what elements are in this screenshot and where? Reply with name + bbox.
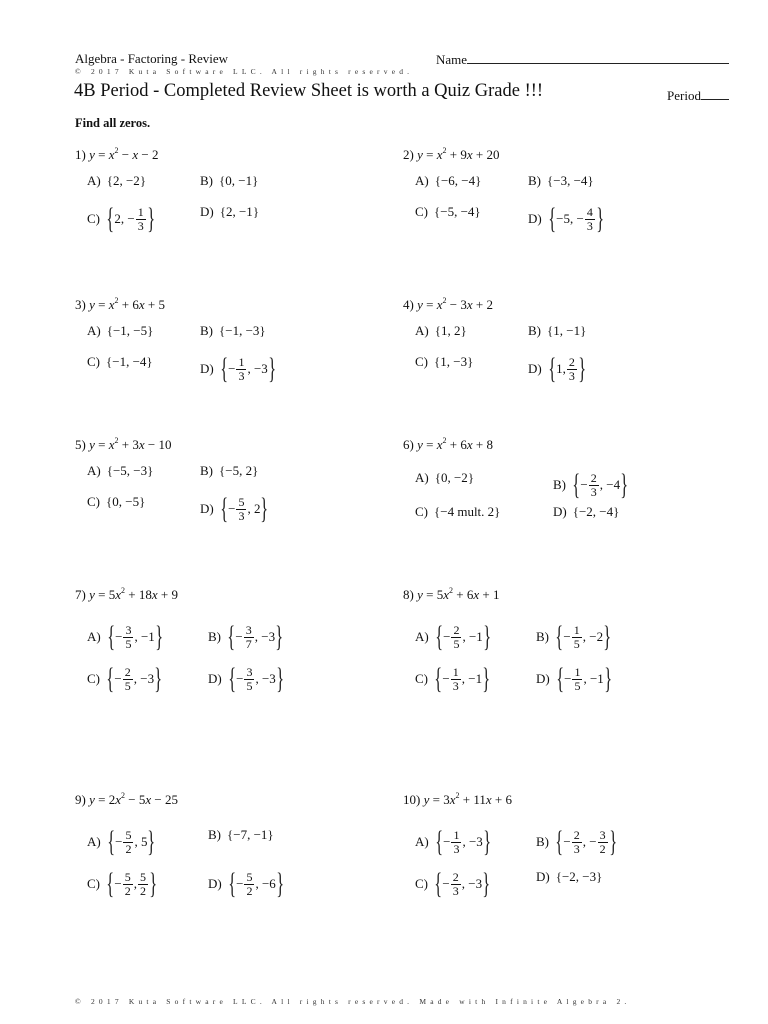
brace-open: {: [547, 352, 556, 385]
answer-choice-a[interactable]: [415, 827, 491, 857]
choice-label: D): [528, 361, 542, 376]
answer-choice-a[interactable]: [415, 173, 481, 189]
answer-choice-d[interactable]: [200, 354, 276, 384]
choice-label: D): [200, 501, 214, 516]
choice-label: A): [87, 834, 101, 849]
choice-answer: { 0, −1 }: [219, 173, 259, 188]
choice-answer: { −4 mult. 2 }: [434, 504, 501, 519]
choice-answer: { − $\frac{1}{3}$ , −3 }: [219, 352, 276, 385]
choice-answer: { − $\frac{3}{5}$ , −3 }: [227, 662, 284, 695]
choice-answer: { − $\frac{5}{2}$ , −6 }: [227, 867, 284, 900]
brace-close: }: [149, 867, 158, 900]
choice-answer: { −5, − $\frac{4}{3}$ }: [547, 202, 604, 235]
fraction: $\frac{1}{5}$: [574, 664, 581, 693]
choice-label: D): [536, 869, 550, 884]
choice-label: A): [415, 834, 429, 849]
problem-question: [403, 587, 499, 603]
brace-close: }: [147, 463, 154, 478]
brace-open: {: [219, 173, 226, 188]
fraction: $\frac{3}{5}$: [125, 622, 132, 651]
brace-open: {: [227, 827, 234, 842]
name-field[interactable]: [436, 51, 729, 68]
fraction: $\frac{5}{2}$: [125, 827, 132, 856]
brace-close: }: [482, 662, 491, 695]
fraction: $\frac{2}{3}$: [573, 827, 580, 856]
problem-equation: $y = x^2 + 6x + 5$: [89, 296, 165, 312]
choice-answer: { − $\frac{1}{5}$ , −2 }: [555, 620, 612, 653]
fraction: $\frac{2}{3}$: [452, 869, 459, 898]
choice-label: C): [87, 494, 100, 509]
answer-choice-b[interactable]: [536, 827, 617, 857]
brace-close: }: [252, 204, 260, 219]
brace-open: {: [106, 867, 115, 900]
brace-close: }: [139, 173, 147, 188]
brace-open: {: [106, 463, 113, 478]
brace-open: {: [572, 468, 581, 501]
choice-label: C): [415, 354, 428, 369]
brace-open: {: [106, 662, 115, 695]
fraction: $\frac{1}{3}$: [453, 827, 460, 856]
choice-label: B): [536, 834, 549, 849]
choice-answer: { − $\frac{3}{7}$ , −3 }: [227, 620, 284, 653]
brace-close: }: [494, 504, 501, 519]
fraction: $\frac{3}{5}$: [246, 664, 253, 693]
brace-open: {: [219, 463, 226, 478]
choice-label: D): [200, 361, 214, 376]
problem-equation: $y = x^2 + 6x + 8$: [417, 436, 493, 452]
fraction: $\frac{2}{5}$: [453, 622, 460, 651]
answer-choice-b[interactable]: [200, 173, 258, 189]
choice-label: C): [87, 671, 100, 686]
choice-label: C): [87, 876, 100, 891]
name-label: Name: [436, 52, 468, 67]
answer-choice-b[interactable]: [200, 463, 258, 479]
choice-label: B): [200, 173, 213, 188]
answer-choice-c[interactable]: [415, 504, 500, 520]
brace-open: {: [555, 825, 564, 858]
choice-answer: { − $\frac{2}{3}$ , − $\frac{3}{2}$ }: [555, 825, 617, 858]
problem-number: 2): [403, 147, 418, 162]
choice-label: C): [415, 204, 428, 219]
brace-close: }: [268, 352, 276, 385]
choice-label: B): [208, 629, 221, 644]
brace-close: }: [474, 204, 481, 219]
choice-answer: { −1, −3 }: [219, 323, 266, 338]
problem-question: [403, 792, 512, 808]
brace-open: {: [572, 504, 579, 519]
choice-answer: { − $\frac{5}{2}$ , 5 }: [106, 825, 156, 858]
answer-choice-c[interactable]: [87, 494, 145, 510]
answer-choice-d[interactable]: [208, 664, 284, 694]
brace-open: {: [227, 662, 236, 695]
brace-close: }: [252, 463, 259, 478]
answer-choice-b[interactable]: [528, 323, 586, 339]
problem-question: [75, 437, 171, 453]
answer-choice-d[interactable]: [536, 664, 612, 694]
choice-answer: { 1, −3 }: [434, 354, 474, 369]
answer-choice-c[interactable]: [87, 354, 153, 370]
copyright-top: © 2017 Kuta Software LLC. All rights reserved.: [75, 67, 414, 76]
name-blank-line: [467, 51, 729, 64]
choice-label: A): [415, 629, 429, 644]
choice-label: C): [415, 876, 428, 891]
problem-number: 9): [75, 792, 90, 807]
choice-answer: { − $\frac{1}{5}$ , −1 }: [555, 662, 612, 695]
brace-close: }: [146, 202, 155, 235]
problem-number: 10): [403, 792, 424, 807]
brace-close: }: [483, 620, 491, 653]
brace-open: {: [434, 825, 443, 858]
fraction: $\frac{1}{3}$: [137, 204, 144, 233]
brace-open: {: [434, 204, 441, 219]
choice-label: D): [208, 876, 222, 891]
brace-open: {: [434, 323, 441, 338]
choice-answer: { −5, −3 }: [106, 463, 154, 478]
brace-close: }: [596, 869, 603, 884]
brace-close: }: [276, 867, 284, 900]
brace-close: }: [275, 620, 284, 653]
brace-open: {: [106, 202, 115, 235]
brace-open: {: [547, 323, 554, 338]
brace-close: }: [620, 468, 629, 501]
brace-close: }: [147, 825, 156, 858]
brace-open: {: [219, 323, 226, 338]
problem-question: [75, 297, 165, 313]
fraction: $\frac{3}{7}$: [245, 622, 252, 651]
choice-answer: { −3, −4 }: [547, 173, 594, 188]
brace-close: }: [578, 352, 587, 385]
page-title: 4B Period - Completed Review Sheet is worth a Quiz Grade !!!: [74, 81, 544, 101]
choice-answer: { 1, $\frac{2}{3}$ }: [547, 352, 587, 385]
brace-close: }: [604, 662, 612, 695]
brace-close: }: [482, 867, 491, 900]
fraction: $\frac{2}{3}$: [590, 470, 597, 499]
brace-close: }: [467, 354, 474, 369]
choice-answer: { −5, −4 }: [434, 204, 481, 219]
brace-open: {: [106, 620, 115, 653]
choice-label: C): [415, 671, 428, 686]
brace-open: {: [219, 352, 228, 385]
brace-close: }: [596, 202, 604, 235]
answer-choice-d[interactable]: [200, 204, 259, 220]
worksheet-title: Algebra - Factoring - Review: [75, 51, 229, 66]
choice-label: B): [528, 173, 541, 188]
brace-close: }: [154, 662, 163, 695]
choice-answer: { 2, − $\frac{1}{3}$ }: [106, 202, 155, 235]
choice-label: D): [200, 204, 214, 219]
brace-close: }: [260, 492, 269, 525]
problem-equation: $y = 5x^2 + 6x + 1$: [417, 586, 500, 602]
choice-answer: { −1, −5 }: [106, 323, 154, 338]
problem-question: [75, 587, 178, 603]
choice-answer: { 1, −1 }: [547, 323, 587, 338]
brace-open: {: [227, 867, 236, 900]
answer-choice-a[interactable]: [87, 622, 163, 652]
choice-answer: { 2, −2 }: [106, 173, 147, 188]
choice-answer: { −6, −4 }: [434, 173, 482, 188]
fraction: $\frac{5}{2}$: [140, 869, 146, 898]
choice-answer: { − $\frac{1}{3}$ , −3 }: [434, 825, 491, 858]
choice-answer: { −2, −3 }: [555, 869, 603, 884]
brace-open: {: [219, 492, 228, 525]
answer-choice-c[interactable]: [87, 869, 157, 899]
choice-label: A): [87, 629, 101, 644]
problem-equation: $y = x^2 + 3x - 10$: [89, 436, 172, 452]
fraction: $\frac{1}{5}$: [573, 622, 580, 651]
brace-open: {: [434, 354, 441, 369]
answer-choice-d[interactable]: [536, 869, 602, 885]
problem-question: [75, 147, 158, 163]
problem-number: 1): [75, 147, 90, 162]
fraction: $\frac{3}{2}$: [599, 827, 606, 856]
brace-close: }: [587, 173, 594, 188]
brace-close: }: [580, 323, 587, 338]
fraction: $\frac{2}{3}$: [568, 354, 575, 383]
problem-number: 4): [403, 297, 418, 312]
answer-choice-b[interactable]: [536, 622, 612, 652]
brace-close: }: [483, 825, 491, 858]
choice-answer: { − $\frac{2}{3}$ , −3 }: [434, 867, 491, 900]
brace-close: }: [267, 827, 274, 842]
problem-question: [75, 792, 178, 808]
choice-answer: { 0, −2 }: [434, 470, 475, 485]
choice-answer: { −1, −4 }: [106, 354, 153, 369]
period-field[interactable]: [667, 87, 729, 104]
brace-open: {: [219, 204, 226, 219]
answer-choice-b[interactable]: [553, 470, 629, 500]
choice-label: B): [200, 323, 213, 338]
choice-label: C): [87, 354, 100, 369]
brace-close: }: [139, 494, 146, 509]
answer-choice-b[interactable]: [528, 173, 594, 189]
brace-open: {: [227, 620, 236, 653]
answer-choice-a[interactable]: [87, 827, 156, 857]
answer-choice-c[interactable]: [415, 869, 491, 899]
brace-open: {: [106, 354, 113, 369]
choice-label: B): [553, 477, 566, 492]
fraction: $\frac{1}{3}$: [452, 664, 459, 693]
choice-label: D): [208, 671, 222, 686]
brace-close: }: [603, 620, 612, 653]
answer-choice-a[interactable]: [415, 622, 491, 652]
problem-number: 3): [75, 297, 90, 312]
brace-close: }: [155, 620, 163, 653]
choice-answer: { 0, −5 }: [106, 494, 146, 509]
brace-close: }: [608, 825, 617, 858]
problem-equation: $y = x^2 + 9x + 20$: [417, 146, 500, 162]
choice-label: B): [208, 827, 221, 842]
choice-answer: { − $\frac{1}{3}$ , −1 }: [434, 662, 491, 695]
choice-label: C): [87, 211, 100, 226]
problem-number: 8): [403, 587, 418, 602]
brace-open: {: [434, 173, 441, 188]
choice-label: A): [415, 323, 429, 338]
brace-open: {: [434, 504, 441, 519]
period-blank-line: [701, 87, 729, 100]
copyright-footer: © 2017 Kuta Software LLC. All rights reserved. Made with Infinite Algebra 2.: [75, 997, 631, 1006]
fraction: $\frac{1}{3}$: [238, 354, 245, 383]
problem-equation: $y = x^2 - x - 2$: [89, 146, 159, 162]
fraction: $\frac{5}{2}$: [246, 869, 253, 898]
period-label: Period: [667, 88, 701, 103]
choice-answer: { −2, −4 }: [572, 504, 620, 519]
choice-label: B): [200, 463, 213, 478]
answer-choice-c[interactable]: [87, 664, 163, 694]
problem-equation: $y = x^2 - 3x + 2$: [417, 296, 493, 312]
answer-choice-c[interactable]: [415, 664, 491, 694]
choice-label: B): [536, 629, 549, 644]
brace-close: }: [259, 323, 266, 338]
choice-answer: { −5, 2 }: [219, 463, 259, 478]
answer-choice-a[interactable]: [87, 323, 153, 339]
choice-answer: { 1, 2 }: [434, 323, 467, 338]
choice-answer: { − $\frac{2}{3}$ , −4 }: [572, 468, 629, 501]
brace-close: }: [276, 662, 284, 695]
choice-label: B): [528, 323, 541, 338]
answer-choice-a[interactable]: [415, 323, 467, 339]
brace-close: }: [146, 354, 153, 369]
answer-choice-a[interactable]: [415, 470, 474, 486]
problem-number: 6): [403, 437, 418, 452]
brace-close: }: [475, 173, 482, 188]
answer-choice-a[interactable]: [87, 463, 153, 479]
problem-question: [403, 297, 493, 313]
choice-answer: { − $\frac{3}{5}$ , −1 }: [106, 620, 163, 653]
brace-open: {: [555, 869, 562, 884]
brace-open: {: [555, 662, 564, 695]
answer-choice-c[interactable]: [415, 204, 481, 220]
fraction: $\frac{2}{5}$: [124, 664, 131, 693]
brace-close: }: [613, 504, 620, 519]
brace-close: }: [147, 323, 154, 338]
problem-equation: $y = 5x^2 + 18x + 9$: [89, 586, 178, 602]
answer-choice-d[interactable]: [528, 354, 586, 384]
brace-open: {: [106, 825, 115, 858]
choice-answer: { − $\frac{2}{5}$ , −1 }: [434, 620, 491, 653]
answer-choice-b[interactable]: [208, 827, 274, 843]
choice-label: A): [87, 173, 101, 188]
brace-open: {: [434, 620, 443, 653]
fraction: $\frac{5}{3}$: [238, 494, 245, 523]
brace-open: {: [434, 470, 441, 485]
fraction: $\frac{5}{2}$: [124, 869, 131, 898]
answer-choice-d[interactable]: [553, 504, 619, 520]
brace-open: {: [434, 662, 443, 695]
choice-answer: { −7, −1 }: [227, 827, 274, 842]
problem-question: [403, 147, 499, 163]
choice-label: A): [415, 470, 429, 485]
brace-close: }: [467, 470, 475, 485]
brace-open: {: [547, 202, 556, 235]
problem-number: 7): [75, 587, 90, 602]
choice-label: D): [536, 671, 550, 686]
brace-open: {: [555, 620, 564, 653]
choice-answer: { − $\frac{5}{2}$ , $\frac{5}{2}$ }: [106, 867, 158, 900]
instructions: Find all zeros.: [75, 116, 151, 130]
answer-choice-d[interactable]: [200, 494, 269, 524]
answer-choice-d[interactable]: [528, 204, 604, 234]
problem-question: [403, 437, 493, 453]
brace-open: {: [106, 494, 113, 509]
brace-close: }: [252, 173, 259, 188]
answer-choice-b[interactable]: [200, 323, 266, 339]
choice-label: A): [87, 323, 101, 338]
answer-choice-a[interactable]: [87, 173, 146, 189]
brace-open: {: [106, 323, 113, 338]
problem-equation: $y = 2x^2 - 5x - 25$: [89, 791, 178, 807]
choice-label: A): [415, 173, 429, 188]
choice-label: D): [528, 211, 542, 226]
fraction: $\frac{4}{3}$: [586, 204, 593, 233]
answer-choice-d[interactable]: [208, 869, 284, 899]
answer-choice-b[interactable]: [208, 622, 284, 652]
choice-label: D): [553, 504, 567, 519]
answer-choice-c[interactable]: [87, 204, 155, 234]
brace-open: {: [547, 173, 554, 188]
brace-open: {: [106, 173, 113, 188]
choice-answer: { 2, −1 }: [219, 204, 260, 219]
problem-number: 5): [75, 437, 90, 452]
brace-close: }: [460, 323, 467, 338]
answer-choice-c[interactable]: [415, 354, 473, 370]
problem-equation: $y = 3x^2 + 11x + 6$: [423, 791, 512, 807]
choice-answer: { − $\frac{2}{5}$ , −3 }: [106, 662, 163, 695]
choice-label: C): [415, 504, 428, 519]
choice-answer: { − $\frac{5}{3}$ , 2 }: [219, 492, 269, 525]
choice-label: A): [87, 463, 101, 478]
brace-open: {: [434, 867, 443, 900]
